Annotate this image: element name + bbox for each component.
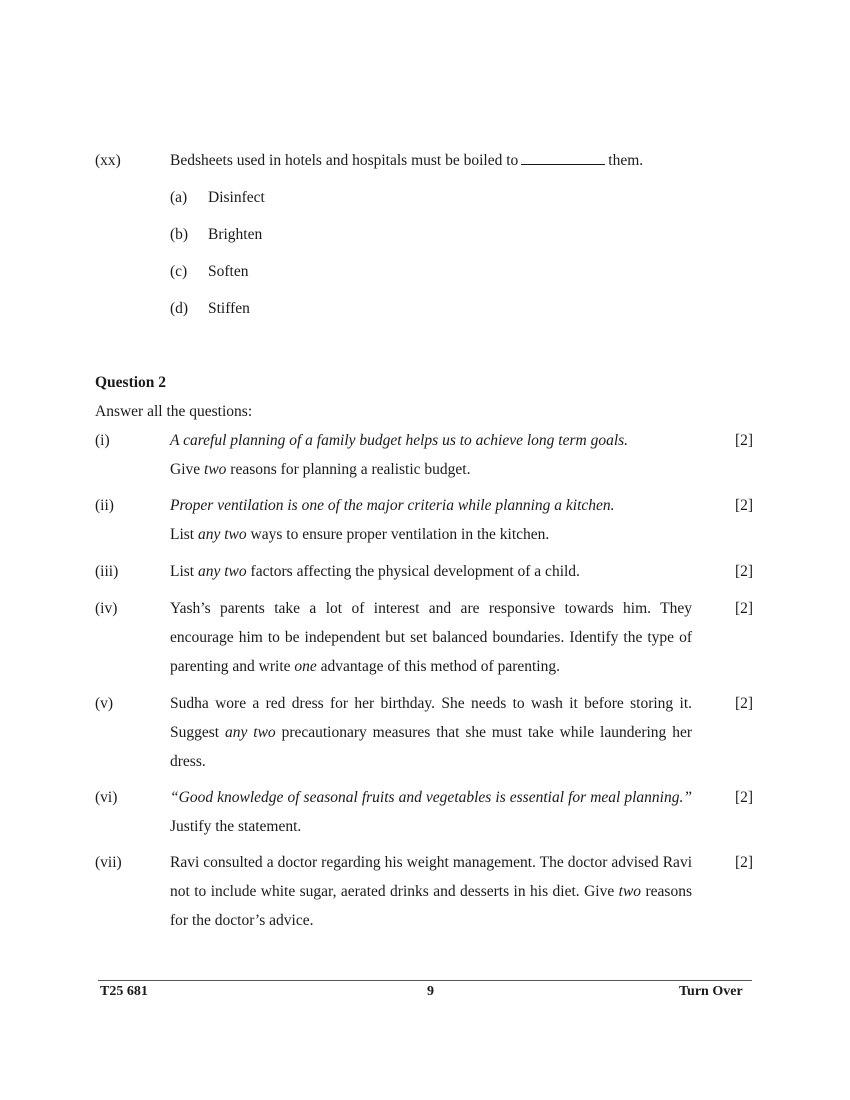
question-text	[170, 146, 643, 175]
text-part: factors affecting the physical development of a child.	[246, 563, 580, 580]
marks: [2]	[735, 854, 754, 871]
option-label: (a)	[170, 189, 188, 206]
text-part: reasons for planning a realistic budget.	[226, 461, 471, 478]
emphasis: any two	[225, 724, 276, 741]
text-part: List	[170, 526, 198, 543]
marks: [2]	[735, 695, 754, 712]
option-label: (b)	[170, 226, 189, 243]
text-part: List	[170, 563, 198, 580]
text-part: Give	[170, 461, 205, 478]
question-text-end: them.	[608, 152, 644, 169]
section-heading: Question 2	[95, 374, 167, 391]
footer-divider	[98, 980, 752, 981]
question-number: (iv)	[95, 600, 118, 617]
emphasis: any two	[198, 526, 247, 543]
question-text	[170, 689, 692, 776]
question-number: (iii)	[95, 563, 119, 580]
option-text: Brighten	[208, 226, 263, 243]
option-text: Soften	[208, 263, 249, 280]
question-text	[170, 783, 692, 841]
emphasis: one	[294, 658, 317, 675]
text-part: Yash’s parents take a lot of interest and are responsive towards him. They encourage him to be independent but set balanced boundaries. Identify the type of parenting and write	[170, 600, 692, 675]
question-number: (xx)	[95, 152, 121, 169]
marks: [2]	[735, 497, 754, 514]
question-text	[170, 848, 692, 935]
marks: [2]	[735, 432, 754, 449]
text-part: ways to ensure proper ventilation in the kitchen.	[246, 526, 550, 543]
section-instruction: Answer all the questions:	[95, 403, 253, 420]
question-number: (vi)	[95, 789, 118, 806]
text-part: Sudha wore a red dress for her birthday. She needs to wash it before storing it. Suggest	[170, 695, 692, 741]
question-text	[170, 491, 700, 549]
question-number: (ii)	[95, 497, 114, 514]
question-statement: Proper ventilation is one of the major criteria while planning a kitchen.	[170, 497, 615, 514]
option-label: (c)	[170, 263, 188, 280]
emphasis: two	[618, 883, 642, 900]
answer-blank	[521, 150, 605, 165]
marks: [2]	[735, 600, 754, 617]
text-part: advantage of this method of parenting.	[316, 658, 560, 675]
question-text-start: Bedsheets used in hotels and hospitals must be boiled to	[170, 152, 519, 169]
text-part: precautionary measures that she must take while laundering her dress.	[170, 724, 692, 770]
text-part: Ravi consulted a doctor regarding his weight management. The doctor advised Ravi not to include white sugar, aerated drinks and desserts in his diet. Give	[170, 854, 692, 900]
question-text	[170, 594, 692, 681]
text-part: reasons for the doctor’s advice.	[170, 883, 692, 929]
marks: [2]	[735, 563, 754, 580]
question-statement: “Good knowledge of seasonal fruits and vegetables is essential for meal planning.”	[170, 789, 692, 806]
page-number: 9	[427, 984, 434, 999]
turn-over-label: Turn Over	[679, 984, 743, 999]
emphasis: any two	[198, 563, 247, 580]
option-text: Stiffen	[208, 300, 250, 317]
option-text: Disinfect	[208, 189, 265, 206]
question-number: (v)	[95, 695, 114, 712]
text-part: Justify the statement.	[170, 818, 302, 835]
question-number: (i)	[95, 432, 110, 449]
question-statement: A careful planning of a family budget helps us to achieve long term goals.	[170, 432, 629, 449]
paper-code: T25 681	[100, 984, 148, 999]
question-text	[170, 557, 700, 586]
question-number: (vii)	[95, 854, 122, 871]
marks: [2]	[735, 789, 754, 806]
question-text	[170, 426, 700, 484]
option-label: (d)	[170, 300, 189, 317]
emphasis: two	[204, 461, 227, 478]
